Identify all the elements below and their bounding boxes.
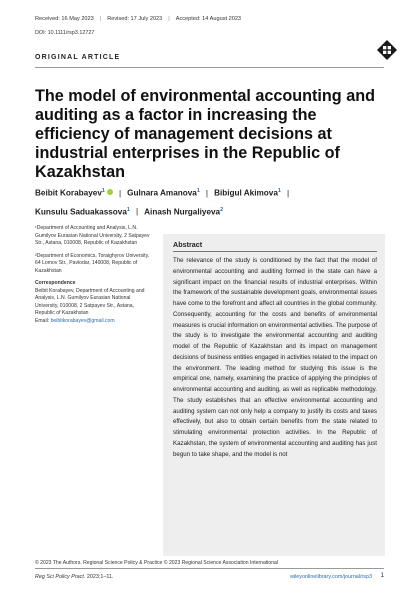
affiliations-column — [35, 225, 153, 325]
received-date: Received: 16 May 2023 — [35, 16, 94, 22]
footer-divider — [35, 568, 384, 569]
correspondence-heading: Correspondence — [35, 280, 76, 286]
footer-citation — [35, 574, 113, 580]
author-name[interactable]: Kunsulu Saduakassova — [35, 207, 127, 217]
journal-name: Reg Sci Policy Pract. — [35, 574, 86, 580]
author-separator: | — [286, 188, 290, 198]
revised-date: Revised: 17 July 2023 — [107, 16, 163, 22]
abstract-divider — [173, 251, 377, 252]
email-label: Email: — [35, 317, 51, 324]
author-name[interactable]: Ainash Nurgaliyeva — [144, 207, 221, 217]
header-divider — [35, 67, 384, 68]
author-separator: | — [118, 188, 122, 198]
doi[interactable]: DOI: 10.1111/rsp3.12727 — [35, 30, 95, 36]
orcid-icon[interactable] — [107, 189, 113, 195]
date-separator: | — [99, 16, 102, 22]
affiliation-marker: 1 — [126, 206, 130, 213]
abstract-heading: Abstract — [173, 240, 203, 249]
copyright-line: © 2023 The Authors. Regional Science Policy & Practice © 2023 Regional Science Association International — [35, 560, 278, 566]
author-name[interactable]: Beibit Korabayev — [35, 188, 102, 198]
date-separator: | — [168, 16, 170, 22]
citation-info: 2023;1–11. — [85, 574, 114, 580]
affiliation-marker: 1 — [101, 188, 105, 194]
page-number: 1 — [380, 573, 384, 579]
article-type: ORIGINAL ARTICLE — [35, 54, 121, 61]
publication-dates — [35, 16, 241, 22]
affiliation-marker: 1 — [196, 188, 200, 194]
article-title: The model of environmental accounting and auditing as a factor in increasing the efficiency of management decisions at industrial enterprises in the Republic of Kazakhstan — [35, 87, 375, 181]
author-separator: | — [205, 188, 209, 198]
affiliation-marker: 2 — [220, 206, 224, 213]
author-separator: | — [135, 207, 139, 217]
author-list — [35, 183, 385, 220]
abstract-body: The relevance of the study is conditioned by the fact that the model of environmental accounting and auditing formed in the state can have a significant impact on the financial results of industrial enterprises. Within the framework of the sustainable development goals, environmental issues have come to the forefront and affect all countries in the global community. Consequently, accounting for the costs and benefits of environmental measures is crucial information on environmental activities. The purpose of the study is to investigate the environmental accounting and auditing model of the Republic of Kazakhstan and its impact on management decisions of business entities engaged in activities related to the impact on the environment. The leading method for studying this issue is the empirical one, namely, examining the practice of applying the principles of environmental accounting and auditing, as well as replicable methodology. The study establishes that an effective environmental accounting and auditing system can not only help a company to justify its costs and taxes effectively, but also to obtain certain benefits from the state related to stimulating environmental protection activities. In the Republic of Kazakhstan, the system of environmental accounting and auditing has just begun to take shape, and the model is not — [173, 257, 377, 458]
wiley-diamond-logo-icon — [377, 40, 397, 60]
affiliation-2: ²Department of Economics, Toraighyrov University, 64 Lomov Str., Pavlodar, 140008, Republic of Kazakhstan — [35, 252, 150, 274]
author-name[interactable]: Gulnara Amanova — [127, 188, 197, 198]
affiliation-1: ¹Department of Accounting and Analysis, L.N. Gumilyov Eurasian National University, 2 Satpayev Str., Astana, 010008, Republic of Kazakhstan — [35, 225, 150, 246]
author-name[interactable]: Bibigul Akimova — [214, 188, 278, 198]
affiliation-marker: 1 — [277, 188, 281, 194]
accepted-date: Accepted: 14 August 2023 — [175, 16, 242, 22]
correspondence-body: Beibit Korabayev, Department of Accounting and Analysis, L.N. Gumilyov Eurasian National University, 010008, 2 Satpayev Str., Astana, Republic of Kazakhstan — [35, 287, 145, 316]
email-link[interactable]: beibitkorabayev@gmail.com — [50, 317, 115, 324]
journal-url[interactable]: wileyonlinelibrary.com/journal/rsp3 — [290, 574, 372, 580]
correspondence-email — [35, 318, 153, 326]
